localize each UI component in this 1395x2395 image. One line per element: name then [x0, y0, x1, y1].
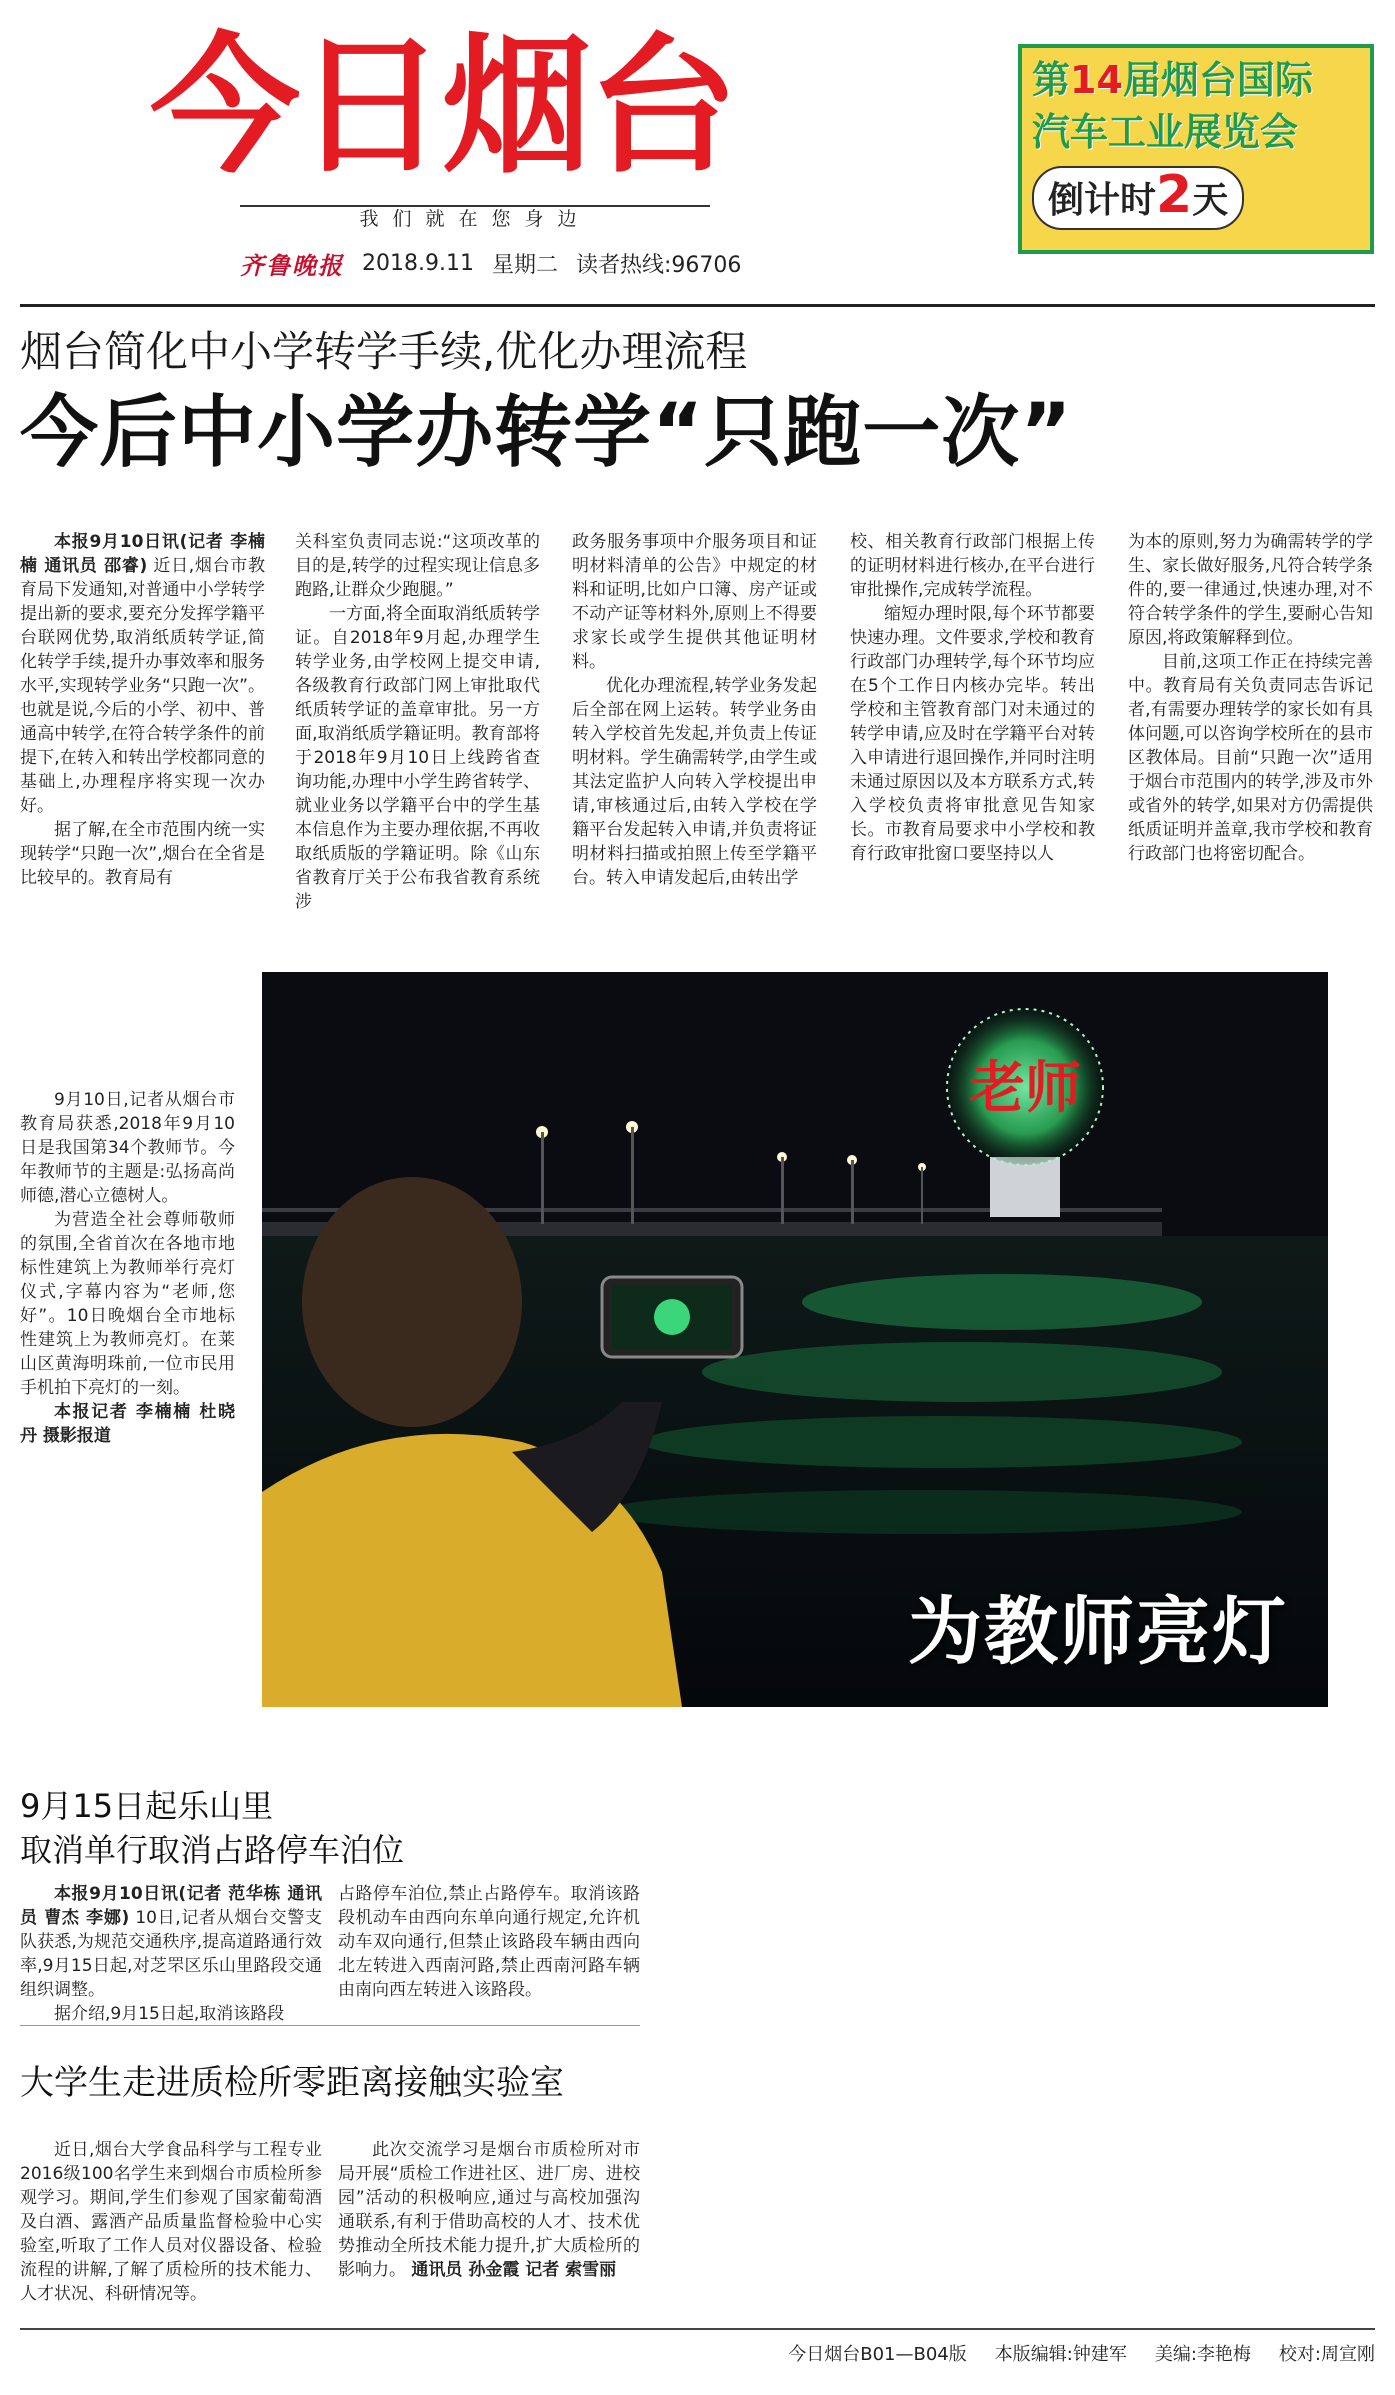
article2-column — [20, 1882, 322, 2026]
paragraph: 本报9月10日讯(记者 李楠楠 通讯员 邵睿) 近日,烟台市教育局下发通知,对普通中小学转学提出新的要求,要充分发挥学籍平台联网优势,取消纸质转学证,简化转学手续,提升办事效率和服务水平,实现转学业务“只跑一次”。也就是说,今后的小学、初中、普通高中转学,在符合转学条件的前提下,在转入和转出学校都同意的基础上,办理程序将实现一次办好。 — [20, 532, 265, 816]
ad-countdown — [1032, 166, 1360, 230]
article2-column — [338, 1882, 640, 2002]
proofreader-credit: 校对:周宣刚 — [1278, 2344, 1375, 2365]
paragraph: 目前,这项工作正在持续完善中。教育局有关负责同志告诉记者,有需要办理转学的家长如有具体问题,可以咨询学校所在的县市区教体局。目前“只跑一次”适用于烟台市范围内的转学,涉及市外或省外的转学,如果对方仍需提供纸质证明并盖章,我市学校和教育行政部门也将密切配合。 — [1128, 652, 1373, 864]
article3-title: 大学生走进质检所零距离接触实验室 — [20, 2063, 564, 2103]
countdown-badge: 倒计时2天 — [1032, 166, 1244, 230]
lead-column — [20, 530, 265, 890]
lead-column — [1128, 530, 1373, 866]
news-photo[interactable] — [262, 972, 1328, 1707]
article2-title-line-2: 取消单行取消占路停车泊位 — [20, 1831, 405, 1869]
paragraph: 优化办理流程,转学业务发起后全部在网上运转。转学业务由转入学校首先发起,并负责上传证明材料。学生确需转学,由学生或其法定监护人向转入学校提出申请,审核通过后,由转入学校在学籍平台发起转入申请,并负责将证明材料扫描或拍照上传至学籍平台。转入申请发起后,由转出学 — [572, 676, 817, 888]
paragraph: 关科室负责同志说:“这项改革的目的是,转学的过程实现让信息多跑路,让群众少跑腿。” — [295, 532, 540, 600]
lead-kicker: 烟台简化中小学转学手续,优化办理流程 — [20, 327, 748, 376]
ad-line-2: 汽车工业展览会 — [1032, 110, 1299, 154]
page-footer — [788, 2340, 1375, 2366]
masthead-title: 今日烟台 — [150, 20, 735, 194]
paragraph: 近日,烟台大学食品科学与工程专业2016级100名学生来到烟台市质检所参观学习。期间,学生们参观了国家葡萄酒及白酒、露酒产品质量监督检验中心实验室,听取了工作人员对仪器设备、检验流程的讲解,了解了质检所的技术能力、人才状况、科研情况等。 — [20, 2140, 322, 2304]
article2-title-line-1: 9月15日起乐山里 — [20, 1787, 274, 1825]
lead-headline: 今后中小学办转学“只跑一次” — [20, 388, 1073, 478]
issue-date: 2018.9.11 — [362, 250, 474, 276]
auto-show-ad[interactable] — [1018, 44, 1374, 254]
article2-title — [20, 1784, 404, 1872]
globe-text: 老师 — [969, 1056, 1081, 1121]
article3-column — [20, 2138, 322, 2306]
paragraph: 为营造全社会尊师敬师的氛围,全省首次在各地市地标性建筑上为教师举行亮灯仪式,字幕内容为“老师,您好”。10日晚烟台全市地标性建筑上为教师亮灯。在莱山区黄海明珠前,一位市民用手机拍下亮灯的一刻。 — [20, 1210, 235, 1398]
paragraph: 缩短办理时限,每个环节都要快速办理。文件要求,学校和教育行政部门办理转学,每个环节均应在5个工作日内核办完毕。转出学校和主管教育部门对未通过的转学申请,应及时在学籍平台对转入申请进行退回操作,并同时注明未通过原因以及本方联系方式,转入学校负责将审批意见告知家长。市教育局要求中小学校和教育行政审批窗口要坚持以人 — [850, 604, 1095, 864]
paragraph: 本报9月10日讯(记者 范华栋 通讯员 曹杰 李娜) 10日,记者从烟台交警支队获悉,为规范交通秩序,提高道路通行效率,9月15日起,对芝罘区乐山里路段交通组织调整。 — [20, 1884, 322, 2000]
designer-credit: 美编:李艳梅 — [1154, 2344, 1251, 2365]
lead-column — [850, 530, 1095, 866]
page-range: 今日烟台B01—B04版 — [788, 2344, 967, 2365]
divider — [20, 2328, 1375, 2330]
brand-logo: 齐鲁晚报 — [240, 250, 344, 280]
paragraph: 为本的原则,努力为确需转学的学生、家长做好服务,凡符合转学条件的,要一律通过,快速办理,对不符合转学条件的学生,要耐心告知原因,将政策解释到位。 — [1128, 532, 1373, 648]
photo-credit: 本报记者 李楠楠 杜晓丹 摄影报道 — [20, 1402, 235, 1446]
masthead-slogan: 我们就在您身边 — [240, 205, 710, 231]
divider — [20, 2025, 640, 2026]
photo-title: 为教师亮灯 — [908, 1589, 1288, 1675]
paragraph: 一方面,将全面取消纸质转学证。自2018年9月起,办理学生转学业务,由学校网上提交申请,各级教育行政部门网上审批取代纸质转学证的盖章审批。另一方面,取消纸质学籍证明。教育部将于2018年9月10日上线跨省查询功能,办理中小学生跨省转学、就业业务以学籍平台中的学生基本信息作为主要办理依据,不再收取纸质版的学籍证明。除《山东省教育厅关于公布我省教育系统涉 — [295, 604, 540, 912]
paragraph: 9月10日,记者从烟台市教育局获悉,2018年9月10日是我国第34个教师节。今年教师节的主题是:弘扬高尚师德,潜心立德树人。 — [20, 1090, 235, 1206]
issue-weekday: 星期二 — [491, 252, 558, 278]
paragraph: 据介绍,9月15日起,取消该路段 — [54, 2004, 285, 2024]
reader-hotline: 读者热线:96706 — [575, 252, 742, 278]
article3-column — [338, 2138, 640, 2282]
paragraph: 政务服务事项中介服务项目和证明材料清单的公告》中规定的材料和证明,比如户口簿、房产证或不动产证等材料外,原则上不得要求家长或学生提供其他证明材料。 — [572, 532, 817, 672]
ad-line-1: 第14届烟台国际 — [1032, 58, 1313, 102]
paragraph: 据了解,在全市范围内统一实现转学“只跑一次”,烟台在全省是比较早的。教育局有 — [20, 820, 265, 888]
paragraph: 占路停车泊位,禁止占路停车。取消该路段机动车由西向东单向通行规定,允许机动车双向通行,但禁止该路段车辆由西向北左转进入西南河路,禁止西南河路车辆由南向西左转进入该路段。 — [338, 1884, 640, 2000]
masthead — [150, 22, 910, 192]
divider — [20, 304, 1375, 307]
lead-column — [572, 530, 817, 890]
paragraph: 此次交流学习是烟台市质检所对市局开展“质检工作进社区、进厂房、进校园”活动的积极响应,通过与高校加强沟通联系,有利于借助高校的人才、技术优势推动全所技术能力提升,扩大质检所的影响力。 通讯员 孙金霞 记者 索雪丽 — [338, 2140, 640, 2280]
editor-credit: 本版编辑:钟建军 — [994, 2344, 1127, 2365]
photo-caption — [20, 1088, 235, 1448]
dateline — [240, 246, 741, 280]
lead-column — [295, 530, 540, 914]
paragraph: 校、相关教育行政部门根据上传的证明材料进行核办,在平台进行审批操作,完成转学流程。 — [850, 532, 1095, 600]
